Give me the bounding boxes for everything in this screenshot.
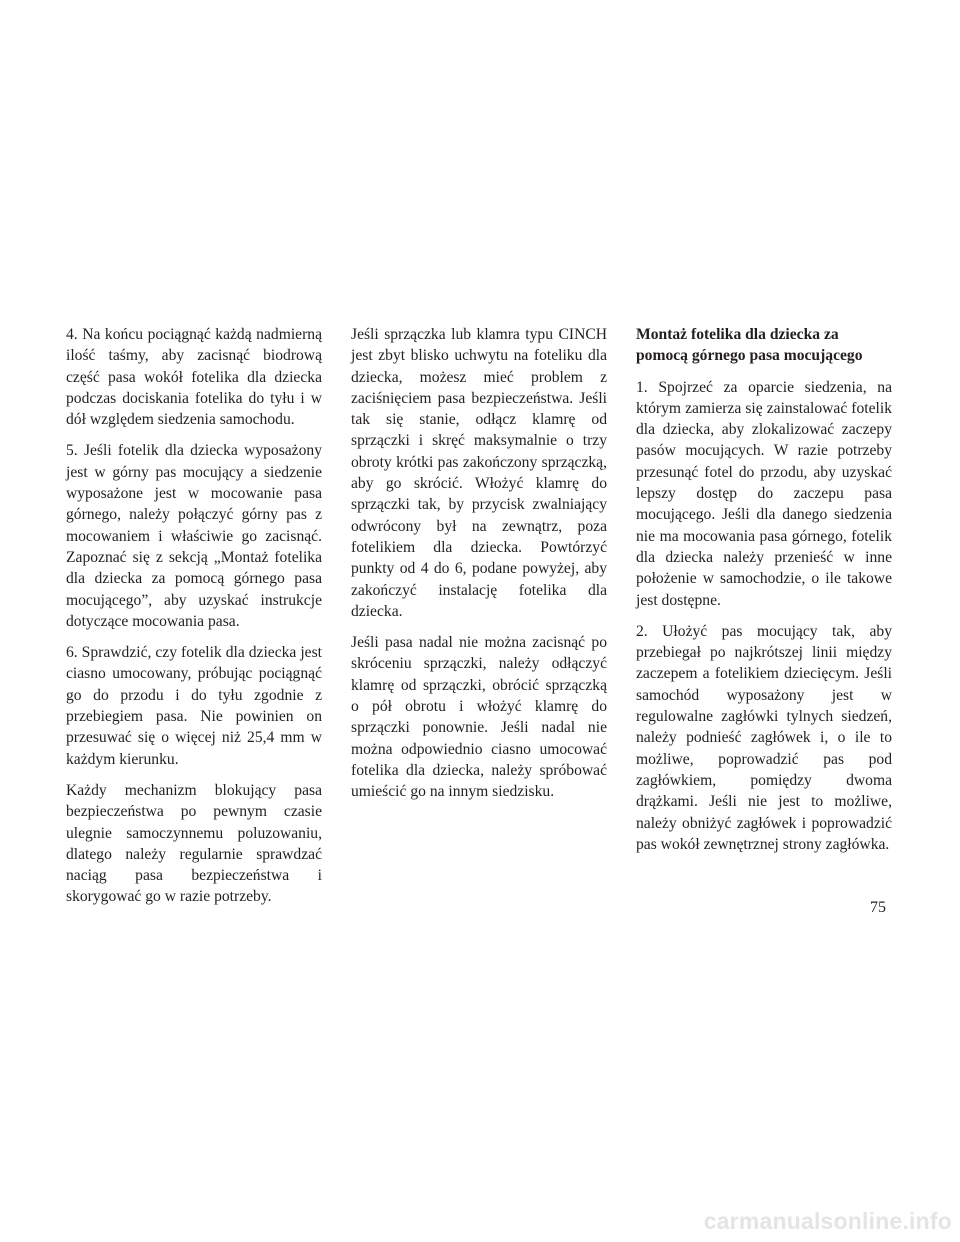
paragraph-step-5: 5. Jeśli fotelik dla dziecka wyposażony jest w górny pas mocujący a siedzenie wyposażone jest w mocowanie pasa górnego, należy połączyć górny pas z mocowaniem i właściwie go zacisnąć. Zapoznać się z sekcją „Montaż fotelika dla dziecka za pomocą górnego pasa mocującego”, aby uzyskać instrukcje dotyczące mocowania pasa. xyxy=(66,442,322,630)
paragraph-locking-mechanism: Każdy mechanizm blokujący pasa bezpieczeństwa po pewnym czasie ulegnie samoczynnemu poluzowaniu, dlatego należy regularnie sprawdzać naciąg pasa bezpieczeństwa i skorygować go w razie potrzeby. xyxy=(66,781,322,906)
paragraph-step-6: 6. Sprawdzić, czy fotelik dla dziecka jest ciasno umocowany, próbując pociągnąć go do przodu i do tyłu zgodnie z przebiegiem pasa. Nie powinien on przesuwać się o więcej niż 25,4 mm w każdym kierunku. xyxy=(66,644,322,768)
paragraph-buckle-rotation: Jeśli pasa nadal nie można zacisnąć po skróceniu sprzączki, należy odłączyć klamrę od sprzączki, obrócić sprzączką o pół obrotu i włożyć klamrę do sprzączki ponownie. Jeśli nadal nie można odpowiednio ciasno umocować fotelika dla dziecka, należy spróbować umieścić go na innym siedzisku. xyxy=(351,634,607,801)
paragraph-tether-step-2: 2. Ułożyć pas mocujący tak, aby przebiegał po najkrótszej linii między zaczepem a fotelikiem dziecięcym. Jeśli samochód wyposażony jest w regulowalne zagłówki tylnych siedzeń, należy podnieść zagłówek i, o ile to możliwe, poprowadzić pas pod zagłówkiem, pomiędzy dwoma drążkami. Jeśli nie jest to możliwe, należy obniżyć zagłówek i poprowadzić pas wokół zewnętrznej strony zagłówka. xyxy=(636,622,892,853)
page-number: 75 xyxy=(870,899,886,916)
text-column-middle xyxy=(351,324,607,813)
text-column-left xyxy=(66,324,322,918)
paragraph-cinch-buckle: Jeśli sprzączka lub klamra typu CINCH jest zbyt blisko uchwytu na foteliku dla dziecka, możesz mieć problem z zaciśnięciem pasa bezpieczeństwa. Jeśli tak się stanie, odłącz klamrę od sprzączki i skręć maksymalnie o trzy obroty krótki pas zakończony sprzączką, aby go skrócić. Włożyć klamrę do sprzączki tak, by przycisk zwalniający odwrócony był na zewnątrz, poza fotelikiem dla dziecka. Powtórzyć punkty od 4 do 6, podane powyżej, aby zakończyć instalację fotelika dla dziecka. xyxy=(351,326,607,620)
paragraph-step-4: 4. Na końcu pociągnąć każdą nadmierną ilość taśmy, aby zacisnąć biodrową część pasa wokół fotelika dla dziecka podczas dociskania fotelika do tyłu i w dół względem siedzenia samochodu. xyxy=(66,326,322,429)
text-column-right xyxy=(636,324,892,865)
watermark-text: carmanualsonline.info xyxy=(703,1208,952,1234)
section-heading: Montaż fotelika dla dziecka za pomocą górnego pasa mocującego xyxy=(636,326,863,365)
paragraph-tether-step-1: 1. Spojrzeć za oparcie siedzenia, na którym zamierza się zainstalować fotelik dla dziecka, aby zlokalizować zaczepy pasów mocujących. W razie potrzeby przesunąć fotel do przodu, aby uzyskać lepszy dostęp do zaczepu pasa mocującego. Jeśli dla danego siedzenia nie ma mocowania pasa górnego, fotelik dla dziecka należy przenieść w inne położenie w samochodzie, o ile takowe jest dostępne. xyxy=(636,378,892,609)
